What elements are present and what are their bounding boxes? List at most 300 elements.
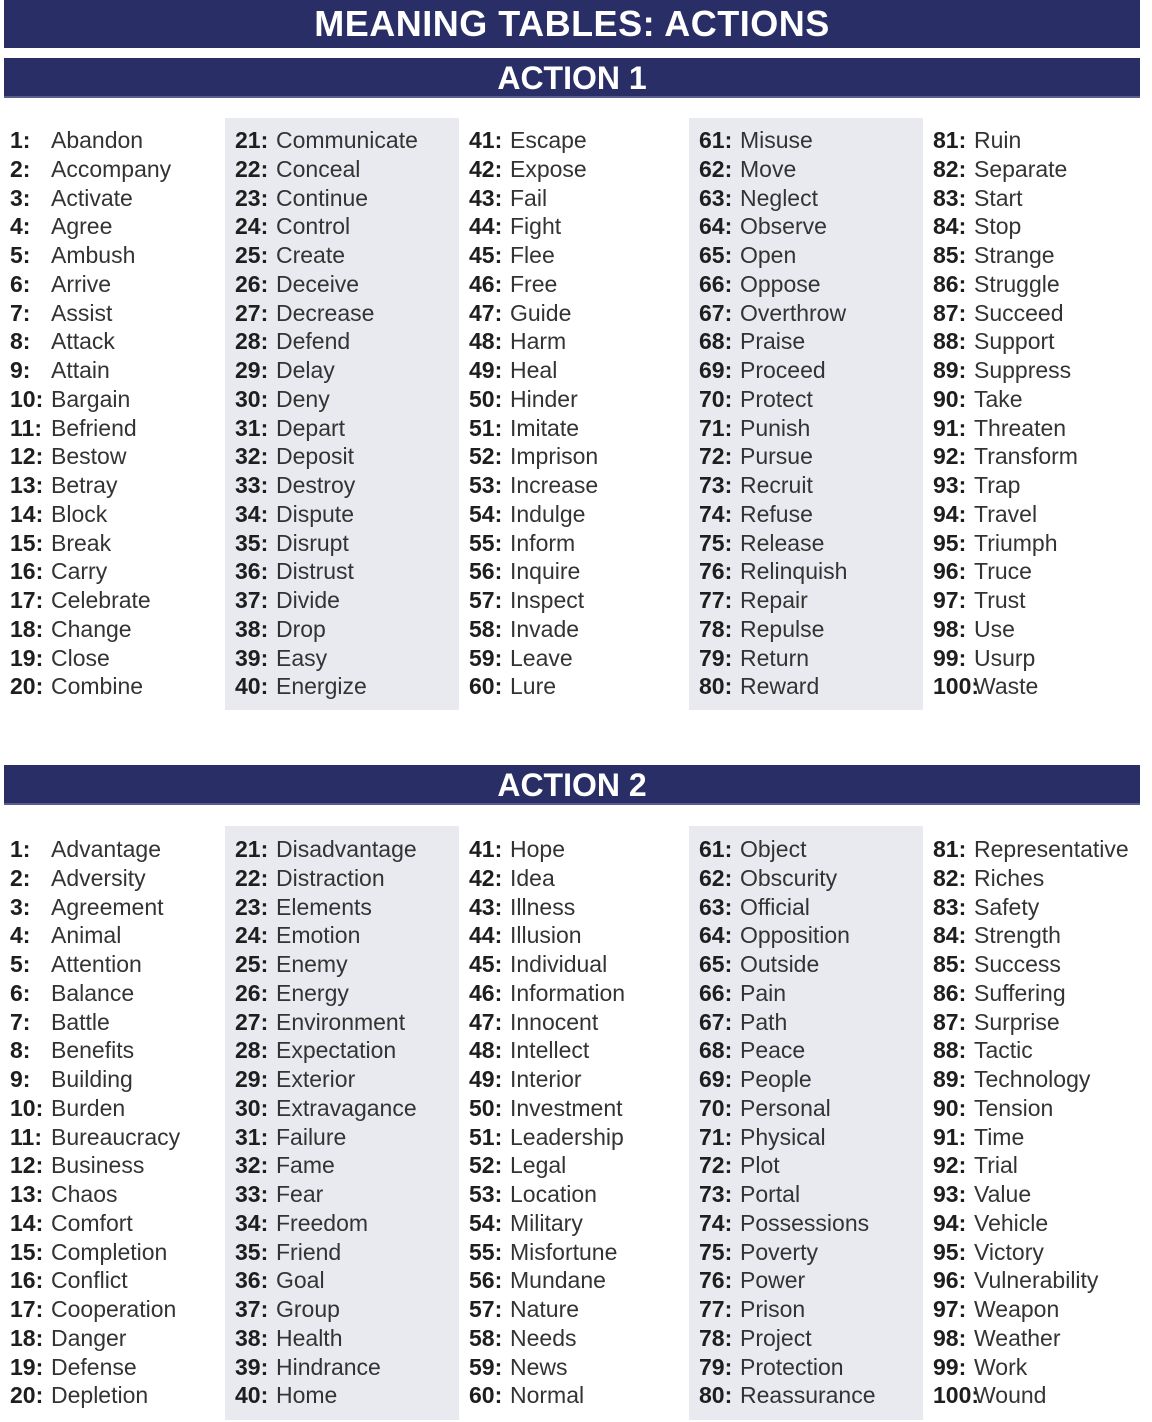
action2-column-3 (459, 826, 693, 1420)
entry-number: 32: (235, 1152, 269, 1179)
table-row (469, 1065, 693, 1094)
entry-number: 91: (933, 1123, 967, 1150)
table-row (699, 471, 923, 500)
entry-word: Environment (276, 1008, 406, 1035)
table-row (699, 864, 923, 893)
table-row (699, 299, 923, 328)
table-row (469, 1008, 693, 1037)
table-row (699, 212, 923, 241)
entry-word: Success (974, 951, 1061, 977)
table-row (10, 586, 234, 615)
entry-number: 70: (699, 1094, 733, 1121)
entry-word: Waste (974, 673, 1039, 700)
entry-word: Fear (276, 1181, 324, 1207)
entry-number: 14: (10, 500, 44, 527)
entry-word: Abandon (51, 127, 144, 153)
entry-number: 6: (10, 979, 31, 1006)
table-row (933, 270, 1152, 299)
entry-word: Poverty (740, 1238, 818, 1265)
entry-number: 20: (10, 1382, 44, 1409)
entry-word: Guide (510, 299, 572, 326)
entry-word: Destroy (276, 472, 356, 498)
action-1-header: ACTION 1 (4, 58, 1140, 98)
entry-word: Strength (974, 922, 1061, 949)
entry-number: 5: (10, 242, 31, 268)
entry-word: Official (740, 893, 810, 920)
entry-word: Vehicle (974, 1209, 1049, 1236)
entry-word: Indulge (510, 500, 586, 527)
entry-word: Project (740, 1324, 812, 1351)
entry-number: 62: (699, 864, 733, 891)
table-row (699, 1036, 923, 1065)
table-row (235, 385, 459, 414)
entry-word: Disrupt (276, 529, 349, 556)
table-row (933, 1324, 1152, 1353)
table-row (469, 979, 693, 1008)
entry-number: 15: (10, 1238, 44, 1265)
entry-number: 11: (10, 1123, 42, 1150)
table-row (469, 1123, 693, 1152)
entry-number: 1: (10, 836, 31, 862)
table-row (235, 1209, 459, 1238)
table-row (699, 126, 923, 155)
table-row (469, 126, 693, 155)
table-row (235, 1324, 459, 1353)
action1-column-4 (689, 118, 923, 710)
entry-number: 75: (699, 1238, 733, 1265)
entry-word: Transform (974, 443, 1078, 470)
entry-number: 59: (469, 1353, 503, 1380)
entry-number: 58: (469, 615, 503, 642)
entry-number: 70: (699, 385, 733, 412)
entry-number: 99: (933, 1353, 967, 1380)
table-row (235, 864, 459, 893)
entry-word: Friend (276, 1238, 342, 1265)
table-row (469, 835, 693, 864)
entry-number: 67: (699, 299, 733, 326)
entry-number: 91: (933, 414, 967, 441)
table-row (235, 126, 459, 155)
entry-number: 37: (235, 1296, 269, 1322)
entry-word: Praise (740, 328, 806, 355)
entry-number: 78: (699, 615, 733, 642)
entry-word: Pursue (740, 443, 813, 470)
entry-number: 22: (235, 864, 269, 891)
table-row (10, 1295, 234, 1324)
table-row (469, 1094, 693, 1123)
entry-word: Fight (510, 213, 562, 240)
entry-word: Release (740, 529, 825, 556)
entry-number: 6: (10, 270, 31, 297)
entry-number: 50: (469, 385, 503, 412)
table-row (10, 1209, 234, 1238)
table-row (933, 644, 1152, 673)
table-row (235, 644, 459, 673)
entry-word: Usurp (974, 644, 1036, 671)
entry-number: 38: (235, 1324, 269, 1351)
entry-number: 31: (235, 1123, 269, 1150)
table-row (235, 586, 459, 615)
table-row (235, 1180, 459, 1209)
entry-number: 28: (235, 328, 269, 355)
entry-word: Value (974, 1181, 1032, 1207)
table-row (235, 1094, 459, 1123)
table-row (933, 385, 1152, 414)
entry-word: Misfortune (510, 1238, 618, 1265)
entry-word: Wound (974, 1382, 1047, 1409)
table-row (933, 442, 1152, 471)
table-row (10, 615, 234, 644)
entry-word: Travel (974, 500, 1038, 527)
table-row (933, 1123, 1152, 1152)
entry-word: Celebrate (51, 587, 151, 613)
table-row (469, 327, 693, 356)
table-row (933, 327, 1152, 356)
entry-word: Possessions (740, 1209, 870, 1236)
table-row (933, 126, 1152, 155)
entry-word: Health (276, 1324, 343, 1351)
action1-column-3 (459, 118, 693, 710)
table-row (10, 1094, 234, 1123)
entry-number: 82: (933, 864, 967, 891)
table-row (933, 1094, 1152, 1123)
entry-word: Depart (276, 414, 346, 441)
table-row (933, 471, 1152, 500)
entry-word: Power (740, 1267, 806, 1294)
table-row (10, 893, 234, 922)
table-row (933, 212, 1152, 241)
entry-word: Information (510, 979, 626, 1006)
entry-word: Leadership (510, 1123, 624, 1150)
table-row (699, 1353, 923, 1382)
table-row (469, 500, 693, 529)
table-row (699, 1094, 923, 1123)
entry-number: 57: (469, 1296, 503, 1322)
table-row (10, 126, 234, 155)
table-row (699, 356, 923, 385)
table-row (469, 471, 693, 500)
entry-number: 56: (469, 558, 503, 585)
table-row (469, 270, 693, 299)
table-row (10, 471, 234, 500)
entry-number: 55: (469, 529, 503, 556)
entry-number: 36: (235, 558, 269, 585)
entry-number: 60: (469, 673, 503, 700)
entry-word: Battle (51, 1008, 110, 1035)
entry-word: Surprise (974, 1008, 1060, 1035)
entry-word: People (740, 1066, 812, 1092)
entry-number: 50: (469, 1094, 503, 1121)
entry-word: Break (51, 529, 112, 556)
entry-word: Open (740, 242, 797, 268)
table-row (235, 471, 459, 500)
entry-number: 24: (235, 213, 269, 240)
entry-number: 29: (235, 1066, 269, 1092)
entry-word: Mundane (510, 1267, 606, 1294)
entry-word: Enemy (276, 951, 348, 977)
table-row (10, 1353, 234, 1382)
entry-number: 9: (10, 357, 31, 383)
entry-number: 43: (469, 184, 503, 211)
table-row (933, 1065, 1152, 1094)
entry-word: Tactic (974, 1037, 1033, 1064)
table-row (469, 212, 693, 241)
action-2-table (0, 826, 1152, 1420)
entry-number: 41: (469, 836, 503, 862)
entry-number: 22: (235, 155, 269, 182)
table-row (469, 672, 693, 701)
table-row (933, 615, 1152, 644)
entry-number: 71: (699, 414, 733, 441)
entry-word: Attention (51, 951, 142, 977)
entry-word: Trust (974, 587, 1026, 613)
table-row (10, 299, 234, 328)
table-row (469, 184, 693, 213)
entry-word: Return (740, 644, 810, 671)
entry-word: Assist (51, 299, 113, 326)
entry-word: Accompany (51, 155, 172, 182)
entry-number: 45: (469, 951, 503, 977)
entry-word: Goal (276, 1267, 325, 1294)
table-row (469, 155, 693, 184)
entry-word: Oppose (740, 270, 821, 297)
entry-word: Threaten (974, 414, 1067, 441)
entry-number: 31: (235, 414, 269, 441)
table-row (10, 500, 234, 529)
entry-number: 27: (235, 1008, 269, 1035)
entry-number: 66: (699, 270, 733, 297)
entry-number: 37: (235, 587, 269, 613)
table-row (469, 864, 693, 893)
entry-number: 13: (10, 1181, 44, 1207)
entry-number: 86: (933, 270, 967, 297)
entry-word: Defense (51, 1353, 137, 1380)
table-row (699, 1266, 923, 1295)
entry-number: 42: (469, 864, 503, 891)
table-row (699, 950, 923, 979)
table-row (933, 893, 1152, 922)
entry-word: Observe (740, 213, 827, 240)
table-row (933, 184, 1152, 213)
entry-number: 19: (10, 644, 44, 671)
table-row (235, 1151, 459, 1180)
entry-word: Military (510, 1209, 583, 1236)
entry-number: 64: (699, 213, 733, 240)
table-row (933, 950, 1152, 979)
entry-number: 12: (10, 443, 44, 470)
table-row (699, 414, 923, 443)
table-row (10, 644, 234, 673)
entry-word: Illness (510, 893, 576, 920)
table-row (469, 442, 693, 471)
entry-number: 79: (699, 644, 733, 671)
table-row (469, 557, 693, 586)
entry-word: Close (51, 644, 110, 671)
entry-word: Proceed (740, 357, 826, 383)
entry-word: Triumph (974, 529, 1058, 556)
table-row (699, 586, 923, 615)
table-row (699, 1008, 923, 1037)
entry-number: 3: (10, 184, 31, 211)
entry-word: Energize (276, 673, 367, 700)
entry-number: 69: (699, 357, 733, 383)
table-row (10, 442, 234, 471)
action2-column-1 (0, 826, 234, 1420)
table-row (235, 241, 459, 270)
entry-number: 73: (699, 472, 733, 498)
entry-number: 27: (235, 299, 269, 326)
table-row (469, 385, 693, 414)
entry-word: Needs (510, 1324, 577, 1351)
table-row (469, 529, 693, 558)
entry-number: 11: (10, 414, 42, 441)
table-row (235, 921, 459, 950)
entry-word: Change (51, 615, 132, 642)
table-row (10, 155, 234, 184)
entry-word: Easy (276, 644, 328, 671)
entry-word: Imitate (510, 414, 580, 441)
table-row (10, 1238, 234, 1267)
entry-number: 89: (933, 1066, 967, 1092)
entry-word: Start (974, 184, 1023, 211)
entry-word: Conceal (276, 155, 361, 182)
table-row (699, 557, 923, 586)
entry-word: Exterior (276, 1066, 356, 1092)
entry-number: 18: (10, 1324, 44, 1351)
entry-number: 40: (235, 1382, 269, 1409)
entry-word: Vulnerability (974, 1267, 1099, 1294)
action-2-header: ACTION 2 (4, 765, 1140, 805)
entry-word: Agree (51, 213, 113, 240)
table-row (699, 1065, 923, 1094)
entry-number: 34: (235, 500, 269, 527)
entry-number: 12: (10, 1152, 44, 1179)
table-row (10, 1065, 234, 1094)
table-row (10, 950, 234, 979)
entry-word: Chaos (51, 1181, 118, 1207)
entry-word: Inspect (510, 587, 585, 613)
table-row (469, 299, 693, 328)
entry-number: 8: (10, 328, 31, 355)
entry-word: Agreement (51, 893, 164, 920)
entry-number: 74: (699, 500, 733, 527)
entry-number: 29: (235, 357, 269, 383)
entry-word: Divide (276, 587, 340, 613)
entry-number: 61: (699, 127, 733, 153)
entry-word: Misuse (740, 127, 813, 153)
entry-number: 88: (933, 328, 967, 355)
entry-word: Combine (51, 673, 144, 700)
table-row (933, 1180, 1152, 1209)
entry-number: 42: (469, 155, 503, 182)
table-row (10, 327, 234, 356)
entry-word: Tension (974, 1094, 1054, 1121)
entry-word: Cooperation (51, 1296, 177, 1322)
entry-number: 81: (933, 127, 967, 153)
table-row (10, 1123, 234, 1152)
entry-number: 23: (235, 893, 269, 920)
table-row (699, 1209, 923, 1238)
table-row (933, 1036, 1152, 1065)
entry-number: 72: (699, 1152, 733, 1179)
entry-word: Control (276, 213, 351, 240)
entry-word: Lure (510, 673, 557, 700)
entry-word: Energy (276, 979, 349, 1006)
table-row (235, 356, 459, 385)
entry-word: Decrease (276, 299, 375, 326)
entry-number: 33: (235, 472, 269, 498)
entry-number: 39: (235, 644, 269, 671)
table-row (933, 1266, 1152, 1295)
entry-number: 94: (933, 500, 967, 527)
entry-number: 90: (933, 1094, 967, 1121)
table-row (699, 615, 923, 644)
table-row (469, 950, 693, 979)
table-row (933, 414, 1152, 443)
entry-word: Illusion (510, 922, 582, 949)
entry-word: Expose (510, 155, 587, 182)
entry-word: Extravagance (276, 1094, 417, 1121)
entry-word: Burden (51, 1094, 126, 1121)
entry-number: 14: (10, 1209, 44, 1236)
table-row (699, 385, 923, 414)
entry-number: 75: (699, 529, 733, 556)
entry-word: Trap (974, 472, 1021, 498)
entry-word: Befriend (51, 414, 137, 441)
table-row (933, 241, 1152, 270)
entry-number: 76: (699, 1267, 733, 1294)
table-row (235, 835, 459, 864)
entry-word: Repulse (740, 615, 825, 642)
entry-word: Adversity (51, 864, 146, 891)
table-row (235, 1123, 459, 1152)
entry-number: 96: (933, 1267, 967, 1294)
table-row (10, 1324, 234, 1353)
entry-number: 92: (933, 443, 967, 470)
entry-word: Separate (974, 155, 1068, 182)
entry-word: Representative (974, 836, 1129, 862)
entry-word: Distrust (276, 558, 354, 585)
entry-number: 1: (10, 127, 31, 153)
entry-word: Reward (740, 673, 820, 700)
entry-number: 36: (235, 1267, 269, 1294)
entry-word: Outside (740, 951, 820, 977)
entry-number: 55: (469, 1238, 503, 1265)
entry-number: 98: (933, 1324, 967, 1351)
entry-word: Bureaucracy (51, 1123, 181, 1150)
entry-word: Struggle (974, 270, 1060, 297)
entry-word: Betray (51, 472, 118, 498)
entry-number: 25: (235, 951, 269, 977)
table-row (699, 644, 923, 673)
entry-number: 48: (469, 328, 503, 355)
table-row (235, 414, 459, 443)
entry-number: 48: (469, 1037, 503, 1064)
entry-number: 35: (235, 529, 269, 556)
table-row (10, 212, 234, 241)
entry-number: 84: (933, 922, 967, 949)
table-row (235, 615, 459, 644)
entry-number: 32: (235, 443, 269, 470)
entry-number: 76: (699, 558, 733, 585)
entry-number: 5: (10, 951, 31, 977)
entry-number: 87: (933, 1008, 967, 1035)
entry-number: 73: (699, 1181, 733, 1207)
table-row (933, 299, 1152, 328)
entry-word: Suffering (974, 979, 1066, 1006)
table-row (469, 1381, 693, 1410)
action1-column-2 (225, 118, 459, 710)
